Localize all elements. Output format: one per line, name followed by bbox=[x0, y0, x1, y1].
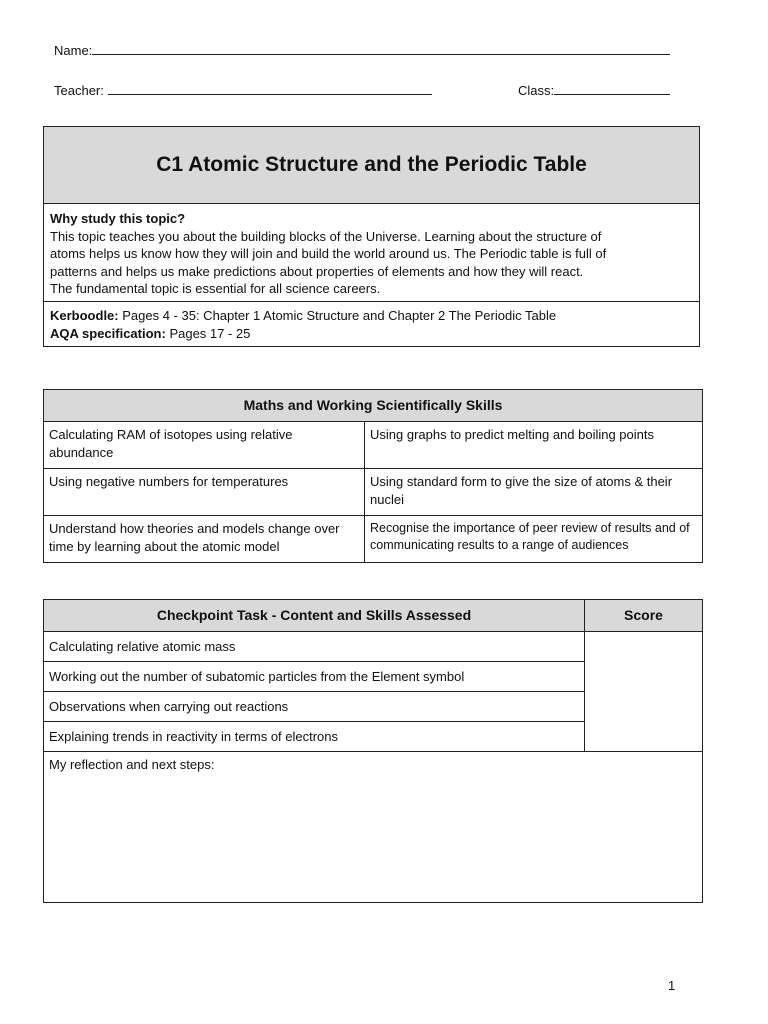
why-study-line: The fundamental topic is essential for all science careers. bbox=[50, 281, 381, 296]
skill-cell: Understand how theories and models change over time by learning about the atomic model bbox=[44, 516, 365, 563]
class-label: Class: bbox=[518, 83, 555, 98]
checkpoint-task: Working out the number of subatomic particles from the Element symbol bbox=[44, 662, 585, 692]
table-row bbox=[44, 516, 703, 563]
checkpoint-task: Observations when carrying out reactions bbox=[44, 692, 585, 722]
teacher-field[interactable] bbox=[54, 82, 432, 99]
topic-title: C1 Atomic Structure and the Periodic Table bbox=[44, 127, 699, 204]
aqa-label: AQA specification: bbox=[50, 325, 166, 341]
references-section bbox=[44, 302, 699, 342]
score-input-cell[interactable] bbox=[585, 632, 703, 752]
table-row bbox=[44, 752, 703, 903]
skill-cell: Using negative numbers for temperatures bbox=[44, 469, 365, 516]
checkpoint-table bbox=[43, 599, 703, 903]
why-study-section bbox=[44, 204, 699, 302]
skills-heading: Maths and Working Scientifically Skills bbox=[44, 390, 703, 422]
table-row bbox=[44, 469, 703, 516]
skill-cell: Using graphs to predict melting and boiling points bbox=[365, 422, 703, 469]
name-label: Name: bbox=[54, 43, 93, 58]
score-heading: Score bbox=[585, 600, 703, 632]
why-study-line: atoms helps us know how they will join and build the world around us. The Periodic table is full of bbox=[50, 246, 607, 261]
table-row bbox=[44, 422, 703, 469]
skills-table bbox=[43, 389, 703, 563]
teacher-label: Teacher: bbox=[54, 83, 104, 98]
aqa-reference bbox=[50, 325, 693, 343]
checkpoint-task: Calculating relative atomic mass bbox=[44, 632, 585, 662]
why-study-line: This topic teaches you about the building blocks of the Universe. Learning about the structure of bbox=[50, 228, 602, 244]
skill-cell: Using standard form to give the size of atoms & their nuclei bbox=[365, 469, 703, 516]
why-study-line: patterns and helps us make predictions about properties of elements and how they will react. bbox=[50, 263, 584, 279]
checkpoint-task-heading: Checkpoint Task - Content and Skills Assessed bbox=[44, 600, 585, 632]
checkpoint-task: Explaining trends in reactivity in terms of electrons bbox=[44, 722, 585, 752]
skill-cell: Calculating RAM of isotopes using relative abundance bbox=[44, 422, 365, 469]
kerboodle-text: Pages 4 - 35: Chapter 1 Atomic Structure and Chapter 2 The Periodic Table bbox=[118, 308, 557, 323]
name-field[interactable] bbox=[54, 42, 670, 59]
why-study-heading: Why study this topic? bbox=[50, 211, 186, 226]
kerboodle-label: Kerboodle: bbox=[50, 308, 119, 323]
skill-cell: Recognise the importance of peer review of results and of communicating results to a range of audiences bbox=[365, 516, 703, 563]
reflection-label: My reflection and next steps: bbox=[49, 757, 215, 772]
table-row bbox=[44, 632, 703, 662]
reflection-area[interactable] bbox=[44, 752, 703, 903]
teacher-blank-line[interactable] bbox=[108, 82, 432, 95]
topic-box bbox=[43, 126, 700, 347]
aqa-text: Pages 17 - 25 bbox=[165, 325, 251, 341]
class-field[interactable] bbox=[518, 82, 670, 99]
kerboodle-reference bbox=[50, 307, 693, 325]
class-blank-line[interactable] bbox=[554, 82, 670, 95]
page-number: 1 bbox=[668, 978, 676, 993]
name-blank-line[interactable] bbox=[92, 42, 670, 55]
